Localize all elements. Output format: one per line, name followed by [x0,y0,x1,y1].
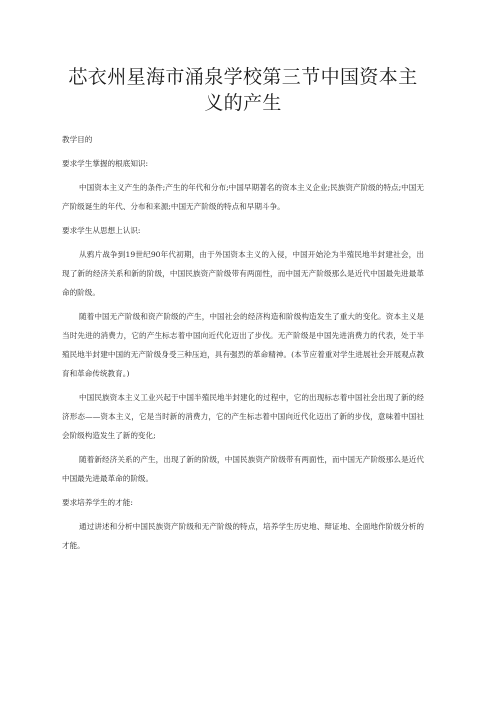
document-title [62,64,424,116]
body-paragraph: 中国民族资本主义工业兴起于中国半殖民地半封建化的过程中，它的出现标志着中国社会出现了新的经济形态——资本主义，它是当时新的消费力，它的产生标志着中国向近代化迈出了新的步伐，意味着中国社会阶级构造发生了新的变化; [62,393,424,440]
body-paragraph: 随着中国无产阶级和资产阶级的产生，中国社会的经济构造和阶级构造发生了重大的变化。资本主义是当时先进的消费力，它的产生标志着中国向近代化迈出了步伐。无产阶级是中国先进消费力的代表，处于半殖民地半封建中国的无产阶级身受三种压迫，具有强烈的革命精神。(本节应着重对学生进展社会开展观点教育和革命传统教育。) [62,312,424,378]
section-heading: 要求培养学生的才能: [62,498,133,507]
body-paragraph: 从鸦片战争到19世纪90年代初期，由于外国资本主义的入侵，中国开始沦为半殖民地半封建社会，出现了新的经济关系和新的阶级，中国民族资产阶级带有两面性，而中国无产阶级那么是近代中国最先进最革命的阶级。 [62,250,424,297]
body-paragraph: 中国资本主义产生的条件;产生的年代和分布;中国早期著名的资本主义企业;民族资产阶级的特点;中国无产阶级诞生的年代、分布和来源;中国无产阶级的特点和早期斗争。 [62,183,424,211]
body-paragraph: 随着新经济关系的产生，出现了新的阶级，中国民族资产阶级带有两面性，而中国无产阶级那么是近代中国最先进最革命的阶级。 [62,455,424,483]
title-line-1: 芯衣州星海市涌泉学校第三节中国资本主 [68,66,418,88]
body-paragraph: 通过讲述和分析中国民族资产阶级和无产阶级的特点，培养学生历史地、辩证地、全面地作阶级分析的才能。 [62,522,424,550]
document-body [62,130,424,555]
section-heading: 要求学生掌握的根底知识: [62,159,149,168]
section-heading: 教学目的 [62,135,93,144]
section-heading: 要求学生从思想上认识: [62,226,141,235]
title-line-2: 义的产生 [204,92,282,114]
